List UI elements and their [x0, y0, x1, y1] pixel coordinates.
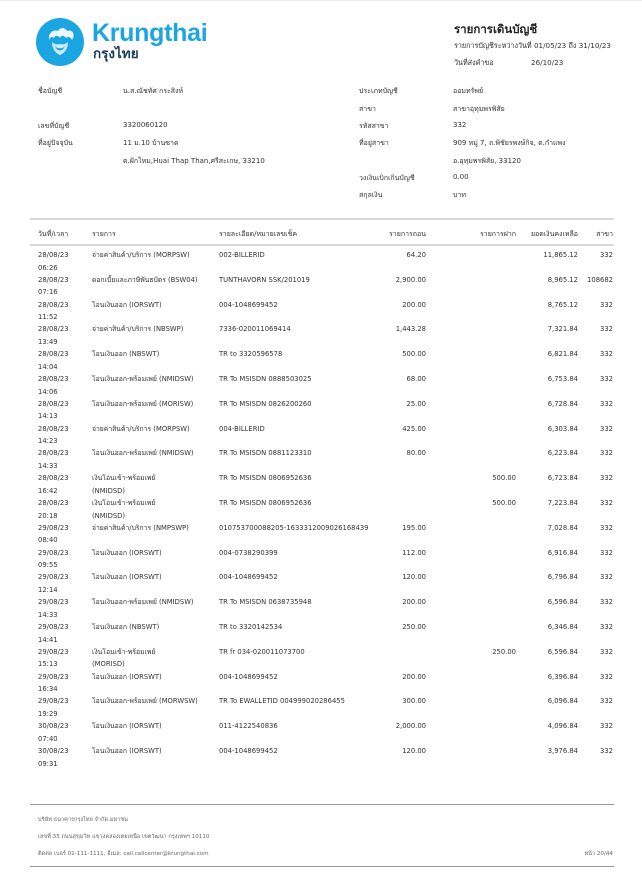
table-row — [0, 646, 642, 671]
period-label: รายการบัญชีระหว่างวันที่ — [454, 41, 532, 50]
row-time: 12:14 — [38, 585, 58, 594]
row-detail: TR To MSISDN 0806952636 — [219, 474, 312, 483]
table-row — [0, 522, 642, 547]
brand-name-th: กรุงไทย — [93, 46, 139, 62]
row-balance: 4,096.84 — [547, 722, 578, 731]
current-address-line1: 11 ม.10 บ้านซาด — [123, 139, 179, 147]
row-description: โอนเงินออก (IORSWT) — [92, 548, 162, 557]
table-row — [0, 249, 642, 274]
row-balance: 7,223.84 — [547, 499, 578, 507]
table-row — [0, 373, 642, 398]
row-deposit: 500.00 — [492, 499, 516, 507]
row-description-code: (NMIDSD) — [92, 511, 126, 520]
row-branch: 332 — [600, 350, 613, 359]
row-description-code: (NMIDSD) — [92, 486, 126, 495]
row-time: 14:06 — [38, 387, 58, 396]
row-detail: 011-4122540836 — [219, 722, 278, 731]
row-balance: 6,753.84 — [547, 375, 578, 383]
table-row — [0, 671, 642, 696]
row-time: 06:26 — [38, 263, 58, 272]
row-description: โอนเงินออก-พร้อมเพย์ (NMIDSW) — [92, 375, 194, 383]
row-date: 29/08/23 — [38, 548, 69, 557]
row-date: 29/08/23 — [38, 647, 69, 656]
row-balance: 7,028.84 — [547, 523, 578, 532]
row-branch: 108682 — [587, 275, 613, 284]
row-date: 28/08/23 — [38, 325, 69, 334]
row-withdrawal: 200.00 — [402, 598, 426, 607]
table-row — [0, 398, 642, 423]
row-branch: 332 — [600, 647, 613, 656]
header-datetime: วันที่/เวลา — [38, 230, 69, 238]
account-name-label: ชื่อบัญชี — [38, 87, 63, 95]
row-balance: 6,728.84 — [547, 399, 578, 408]
row-time: 14:33 — [38, 461, 58, 470]
row-time: 08:40 — [38, 536, 58, 545]
row-time: 14:41 — [38, 635, 58, 644]
table-row — [0, 547, 642, 572]
row-balance: 7,321.84 — [547, 325, 578, 334]
header-description: รายการ — [92, 230, 116, 238]
row-description: เงินโอนเข้า-พร้อมเพย์ — [92, 499, 156, 507]
row-detail: 7336-020011069414 — [219, 325, 291, 334]
row-balance: 6,916.84 — [547, 548, 578, 557]
statement-period — [454, 41, 611, 52]
row-branch: 332 — [600, 474, 613, 483]
row-detail: TR to 3320142534 — [219, 623, 283, 631]
row-date: 28/08/23 — [38, 474, 69, 483]
footer-company: บริษัท ธนาคารกรุงไทย จำกัด มหาชน — [38, 817, 129, 823]
row-time: 09:31 — [38, 759, 58, 768]
table-header-divider — [30, 244, 614, 246]
row-branch: 332 — [600, 251, 613, 259]
row-time: 16:34 — [38, 685, 58, 694]
period-to: 31/10/23 — [578, 41, 611, 50]
table-row — [0, 596, 642, 621]
row-time: 11:52 — [38, 313, 58, 322]
row-withdrawal: 68.00 — [406, 375, 426, 383]
row-branch: 332 — [600, 399, 613, 408]
row-time: 14:23 — [38, 437, 58, 446]
row-date: 28/08/23 — [38, 375, 69, 383]
row-detail: TR To MSISDN 0826200260 — [219, 399, 312, 408]
row-description: เงินโอนเข้า-พร้อมเพย์ — [92, 474, 156, 483]
row-date: 29/08/23 — [38, 573, 69, 582]
row-detail: TR To MSISDN 0806952636 — [219, 499, 312, 507]
row-time: 07:40 — [38, 734, 58, 743]
row-time: 07:16 — [38, 288, 58, 297]
row-description: จ่ายค่าสินค้า/บริการ (MORPSW) — [92, 251, 190, 259]
account-name: น.ส.ณัชทัศ กระสิงห์ — [123, 87, 184, 95]
row-withdrawal: 120.00 — [402, 573, 426, 582]
row-balance: 6,723.84 — [547, 474, 578, 483]
row-deposit: 250.00 — [492, 647, 516, 656]
table-row — [0, 621, 642, 646]
row-balance: 6,096.84 — [547, 697, 578, 706]
row-deposit: 500.00 — [492, 474, 516, 483]
request-date: 26/10/23 — [531, 58, 564, 67]
header-detail: รายละเอียด/หมายเลขเช็ค — [219, 230, 297, 238]
footer-top-divider — [30, 804, 614, 805]
row-detail: 004-1048699452 — [219, 573, 278, 582]
row-withdrawal: 25.00 — [406, 399, 426, 408]
row-description: จ่ายค่าสินค้า/บริการ (NBSWP) — [92, 325, 184, 334]
brand-name-en: Krungthai — [92, 19, 208, 47]
row-withdrawal: 80.00 — [406, 449, 426, 458]
row-withdrawal: 64.20 — [406, 251, 426, 259]
row-withdrawal: 425.00 — [402, 424, 426, 433]
garuda-bird-logo-icon — [36, 18, 84, 66]
row-branch: 332 — [600, 573, 613, 582]
table-top-divider — [30, 218, 614, 220]
request-date-label: วันที่ส่งคำขอ — [454, 58, 494, 67]
row-date: 28/08/23 — [38, 350, 69, 359]
row-description: เงินโอนเข้า-พร้อมเพย์ — [92, 647, 156, 656]
row-branch: 332 — [600, 424, 613, 433]
row-date: 30/08/23 — [38, 747, 69, 755]
branch-code: 332 — [453, 121, 467, 129]
footer-page-number: หน้า 20/44 — [584, 851, 613, 857]
row-balance: 6,223.84 — [547, 449, 578, 458]
row-balance: 8,965.12 — [547, 275, 578, 284]
row-description: โอนเงินออก (IORSWT) — [92, 722, 162, 731]
branch-name: สาขาอุทุมพรพิสัย — [453, 105, 505, 113]
row-date: 28/08/23 — [38, 300, 69, 309]
row-branch: 332 — [600, 300, 613, 309]
row-branch: 332 — [600, 722, 613, 731]
row-balance: 8,765.12 — [547, 300, 578, 309]
row-time: 13:49 — [38, 337, 58, 346]
row-detail: TR To MSISDN 0638735948 — [219, 598, 312, 607]
row-detail: 004-1048699452 — [219, 300, 278, 309]
table-row — [0, 720, 642, 745]
row-date: 28/08/23 — [38, 275, 69, 284]
table-row — [0, 472, 642, 497]
row-branch: 332 — [600, 672, 613, 681]
row-detail: 004-1048699452 — [219, 747, 278, 755]
row-branch: 332 — [600, 598, 613, 607]
row-detail: TR fr 034-020011073700 — [219, 647, 305, 656]
row-date: 29/08/23 — [38, 523, 69, 532]
row-balance: 6,303.84 — [547, 424, 578, 433]
branch-address-line1: 909 หมู่ 7, ถ.พิชัยรพงษ์กิจ, ต.กำแพง — [453, 139, 566, 147]
table-row — [0, 571, 642, 596]
currency-label: สกุลเงิน — [359, 191, 383, 199]
row-description: โอนเงินออก (NBSWT) — [92, 623, 160, 631]
row-time: 20:18 — [38, 511, 58, 520]
branch-code-label: รหัสสาขา — [359, 122, 389, 130]
row-withdrawal: 500.00 — [402, 350, 426, 359]
row-withdrawal: 1,443.28 — [395, 325, 426, 334]
row-branch: 332 — [600, 523, 613, 532]
row-withdrawal: 2,900.00 — [395, 275, 426, 284]
row-detail: 004-BILLERID — [219, 424, 265, 433]
current-address-label: ที่อยู่ปัจจุบัน — [38, 139, 73, 147]
currency: บาท — [453, 191, 466, 199]
row-description: โอนเงินออก (IORSWT) — [92, 747, 162, 755]
table-row — [0, 695, 642, 720]
table-row — [0, 423, 642, 448]
row-detail: TR To EWALLETID 004999020286455 — [219, 697, 345, 706]
row-detail: 004-0738290399 — [219, 548, 278, 557]
footer-address: เลขที่ 35 ถนนสุขุมวิท แขวงคลองเตยเหนือ เขตวัฒนา กรุงเทพฯ 10110 — [38, 834, 210, 840]
row-description-code: (MORISD) — [92, 660, 125, 669]
row-date: 28/08/23 — [38, 399, 69, 408]
row-withdrawal: 250.00 — [402, 623, 426, 631]
header-withdrawal: รายการถอน — [389, 230, 426, 238]
row-description: โอนเงินออก (IORSWT) — [92, 300, 162, 309]
branch-address-line2: อ.อุทุมพรพิสัย, 33120 — [453, 157, 521, 165]
row-balance: 6,796.84 — [547, 573, 578, 582]
row-branch: 332 — [600, 697, 613, 706]
branch-address-label: ที่อยู่สาขา — [359, 139, 389, 147]
period-from: 01/05/23 — [533, 41, 567, 50]
branch-label: สาขา — [359, 105, 376, 113]
row-date: 28/08/23 — [38, 251, 69, 259]
row-withdrawal: 200.00 — [402, 300, 426, 309]
row-branch: 332 — [600, 449, 613, 458]
table-row — [0, 745, 642, 770]
row-detail: TR to 3320596578 — [219, 350, 283, 359]
row-detail: TR To MSISDN 0881123310 — [219, 449, 312, 458]
row-time: 14:04 — [38, 362, 58, 371]
statement-title: รายการเดินบัญชี — [454, 22, 538, 36]
current-address-line2: ต.ผักไหม,Huai Thap Than,ศรีสะเกษ, 33210 — [123, 157, 265, 165]
period-to-label: ถึง — [568, 41, 577, 50]
row-detail: 004-1048699452 — [219, 672, 278, 681]
row-detail: 002-BILLERID — [219, 251, 265, 259]
row-description: จ่ายค่าสินค้า/บริการ (MORPSW) — [92, 424, 190, 433]
footer-contact: ติดต่อ เบอร์ 02-111-1111, อีเมล: call.callcenter@krungthai.com — [38, 851, 209, 857]
overdraft-limit-label: วงเงินเบิกเกินบัญชี — [359, 174, 415, 182]
row-withdrawal: 112.00 — [402, 548, 426, 557]
row-detail: 010753700088205-163331200902616843​9 — [219, 523, 369, 532]
row-time: 09:55 — [38, 561, 58, 570]
row-branch: 332 — [600, 325, 613, 334]
row-description: จ่ายค่าสินค้า/บริการ (NMPSWP) — [92, 523, 189, 532]
row-time: 14:13 — [38, 412, 58, 421]
row-date: 29/08/23 — [38, 598, 69, 607]
row-date: 29/08/23 — [38, 697, 69, 706]
row-branch: 332 — [600, 375, 613, 383]
row-branch: 332 — [600, 747, 613, 755]
row-description: ดอกเบี้ยและภาษีพันธบัตร (BSW04) — [92, 275, 198, 284]
table-row — [0, 323, 642, 348]
table-row — [0, 274, 642, 299]
table-row — [0, 299, 642, 324]
table-row — [0, 497, 642, 522]
overdraft-limit: 0.00 — [453, 173, 469, 181]
row-date: 30/08/23 — [38, 722, 69, 731]
row-balance: 11,865.12 — [543, 251, 578, 259]
row-date: 28/08/23 — [38, 424, 69, 433]
table-row — [0, 447, 642, 472]
row-withdrawal: 300.00 — [402, 697, 426, 706]
row-branch: 332 — [600, 623, 613, 631]
row-balance: 6,596.84 — [547, 647, 578, 656]
row-description: โอนเงินออก (IORSWT) — [92, 573, 162, 582]
row-description: โอนเงินออก-พร้อมเพย์ (NMIDSW) — [92, 598, 194, 607]
row-description: โอนเงินออก-พร้อมเพย์ (MORWSW) — [92, 697, 198, 706]
row-balance: 6,596.84 — [547, 598, 578, 607]
row-detail: TUNTHAVORN SSK/201019 — [219, 275, 310, 284]
footer-bottom-divider — [30, 866, 614, 867]
row-branch: 332 — [600, 548, 613, 557]
row-date: 28/08/23 — [38, 449, 69, 458]
table-row — [0, 348, 642, 373]
row-balance: 6,396.84 — [547, 672, 578, 681]
row-balance: 3,976.84 — [547, 747, 578, 755]
row-description: โอนเงินออก (NBSWT) — [92, 350, 160, 359]
row-detail: TR To MSISDN 0888503025 — [219, 375, 312, 383]
row-balance: 6,821.84 — [547, 350, 578, 359]
row-withdrawal: 200.00 — [402, 672, 426, 681]
account-number-label: เลขที่บัญชี — [38, 122, 70, 130]
row-balance: 6,346.84 — [547, 623, 578, 631]
row-time: 16:42 — [38, 486, 58, 495]
header-balance: ยอดเงินคงเหลือ — [530, 230, 578, 238]
header-deposit: รายการฝาก — [480, 230, 516, 238]
account-number: 3320060120 — [123, 121, 168, 129]
row-time: 14:33 — [38, 610, 58, 619]
row-description: โอนเงินออก (IORSWT) — [92, 672, 162, 681]
row-description: โอนเงินออก-พร้อมเพย์ (NMIDSW) — [92, 449, 194, 458]
row-date: 28/08/23 — [38, 499, 69, 507]
row-branch: 332 — [600, 499, 613, 507]
row-description: โอนเงินออก-พร้อมเพย์ (MORISW) — [92, 399, 194, 408]
row-withdrawal: 2,000.00 — [395, 722, 426, 731]
account-type-label: ประเภทบัญชี — [359, 87, 398, 95]
row-time: 19:29 — [38, 709, 58, 718]
row-withdrawal: 120.00 — [402, 747, 426, 755]
account-type: ออมทรัพย์ — [453, 87, 484, 95]
row-time: 15:13 — [38, 660, 58, 669]
header-branch: สาขา — [596, 230, 613, 238]
row-withdrawal: 195.00 — [402, 523, 426, 532]
row-date: 29/08/23 — [38, 623, 69, 631]
row-date: 29/08/23 — [38, 672, 69, 681]
